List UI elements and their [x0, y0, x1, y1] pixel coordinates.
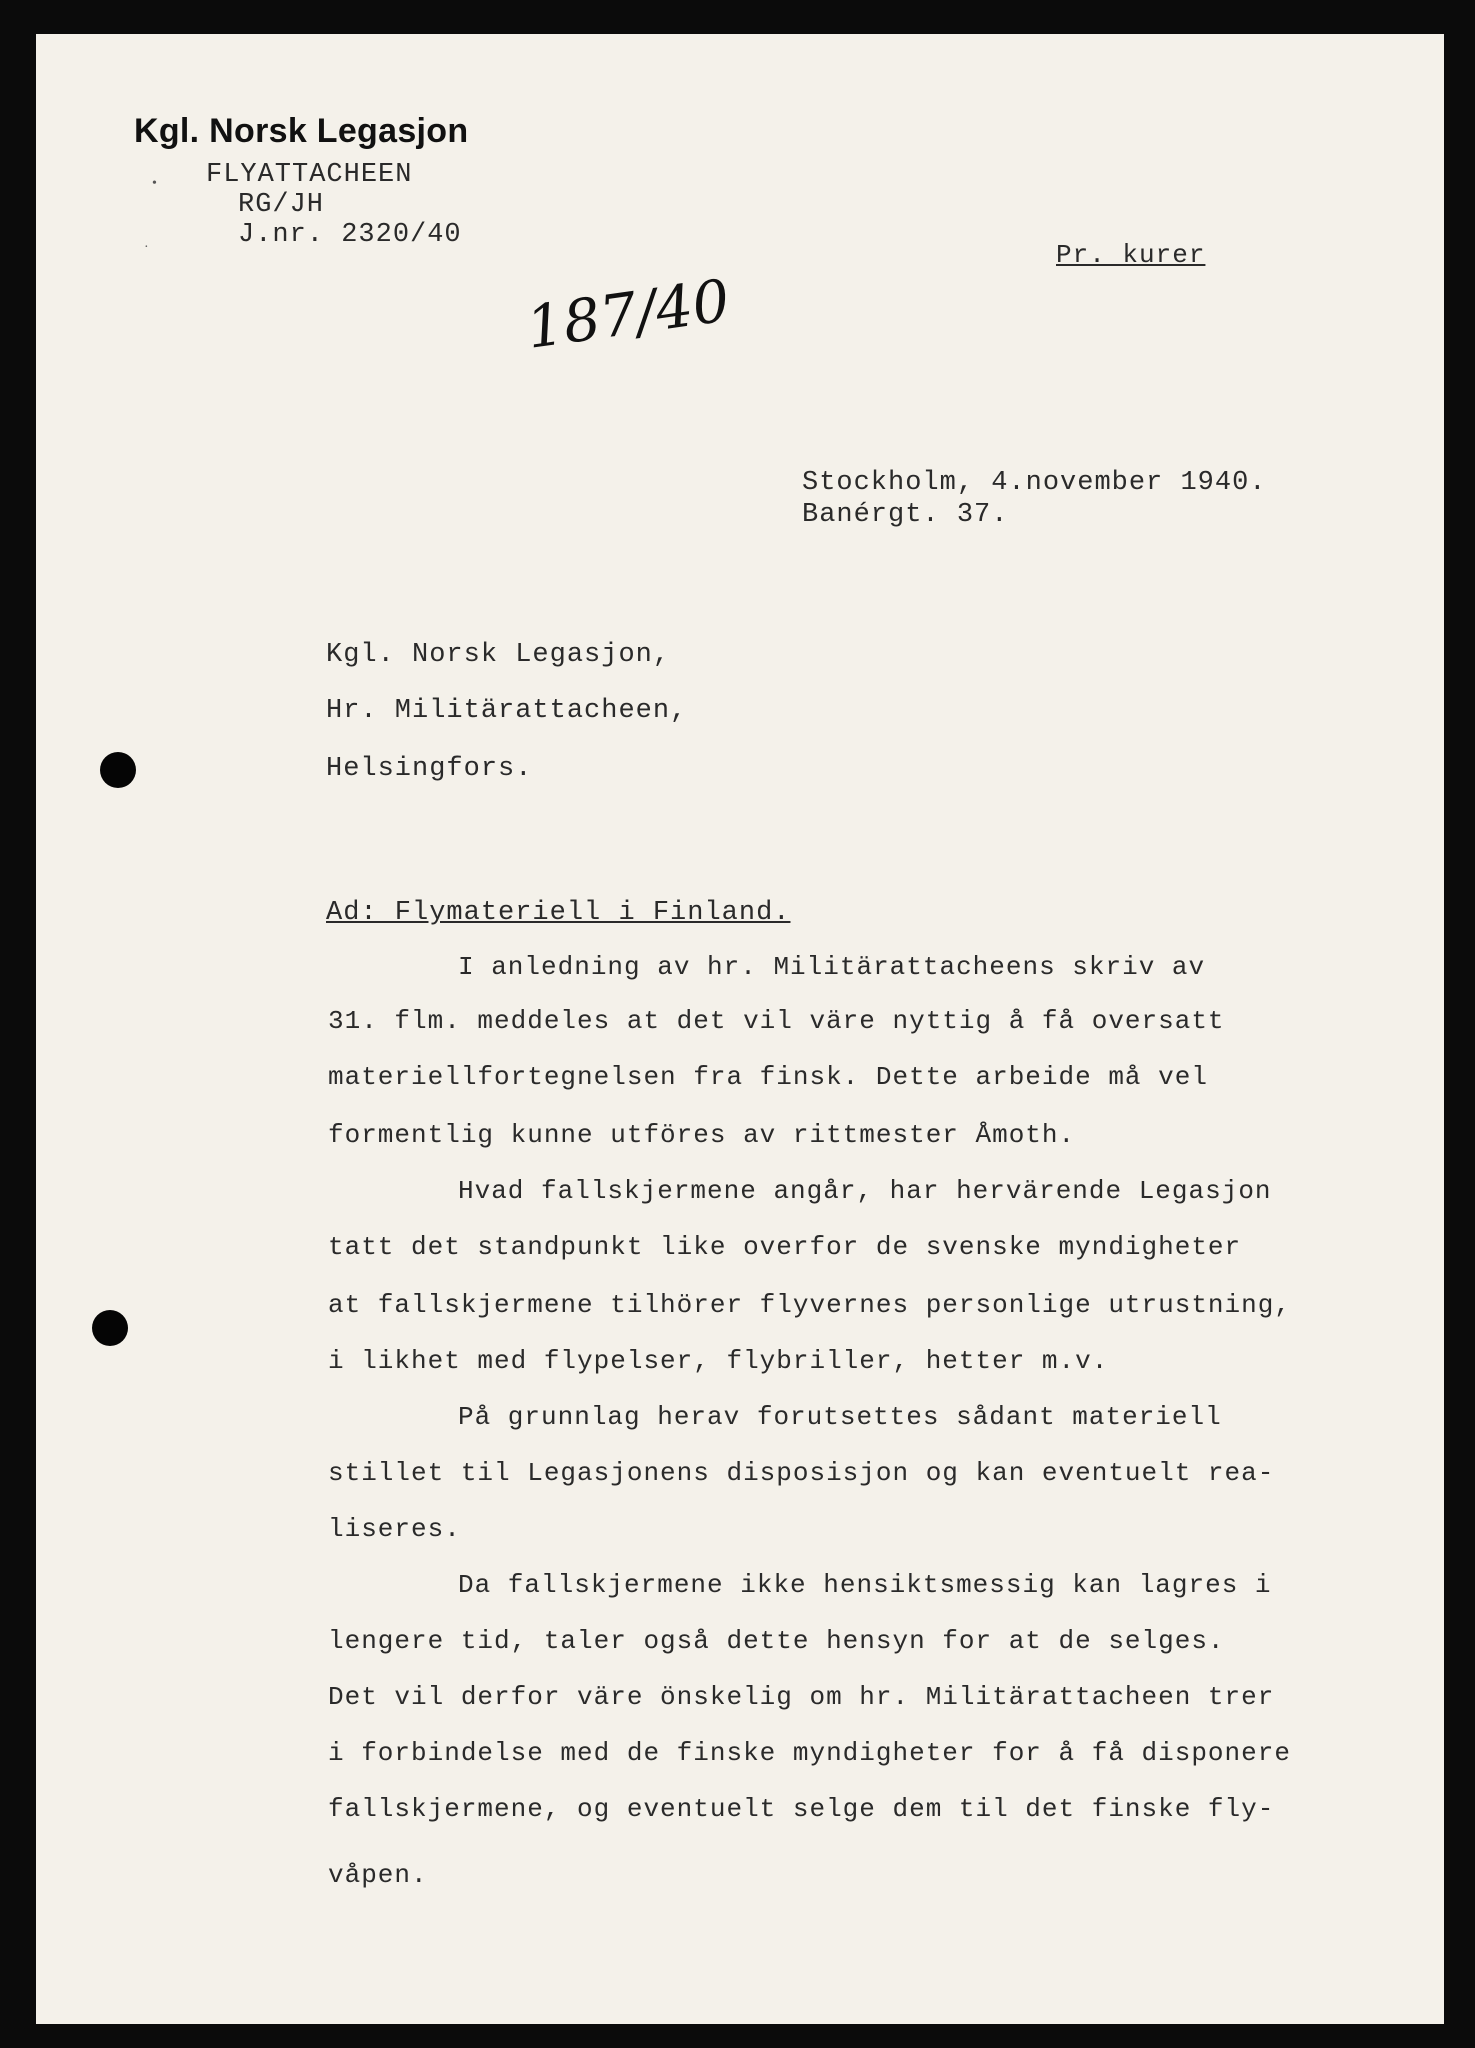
- punch-hole: [92, 1310, 128, 1346]
- punch-hole: [100, 752, 136, 788]
- body-line: at fallskjermene tilhörer flyvernes personlige utrustning,: [328, 1290, 1291, 1320]
- addressee-line: Kgl. Norsk Legasjon,: [326, 640, 671, 670]
- body-line: 31. flm. meddeles at det vil väre nyttig å få oversatt: [328, 1006, 1225, 1036]
- street-address: Banérgt. 37.: [802, 500, 1009, 530]
- body-line: Da fallskjermene ikke hensiktsmessig kan lagres i: [458, 1570, 1272, 1600]
- reference-initials: RG/JH: [238, 190, 325, 220]
- letterhead: Kgl. Norsk Legasjon: [134, 112, 469, 150]
- body-line: lengere tid, taler også dette hensyn for at de selges.: [328, 1626, 1225, 1656]
- body-line: i forbindelse med de finske myndigheter for å få disponere: [328, 1738, 1291, 1768]
- handwritten-number: 187/40: [522, 266, 734, 362]
- delivery-note: Pr. kurer: [1056, 240, 1206, 270]
- body-line: i likhet med flypelser, flybriller, hetter m.v.: [328, 1346, 1109, 1376]
- mark-dot: •: [152, 176, 157, 191]
- reference-journal-number: J.nr. 2320/40: [238, 220, 462, 250]
- body-line: formentlig kunne utföres av rittmester Åmoth.: [328, 1120, 1076, 1150]
- reference-department: FLYATTACHEEN: [206, 160, 413, 190]
- mark-dot: ·: [144, 240, 149, 255]
- body-line: stillet til Legasjonens disposisjon og kan eventuelt rea-: [328, 1458, 1275, 1488]
- body-line: materiellfortegnelsen fra finsk. Dette arbeide må vel: [328, 1062, 1208, 1092]
- subject-line: Ad: Flymateriell i Finland.: [326, 898, 791, 928]
- body-line: tatt det standpunkt like overfor de svenske myndigheter: [328, 1232, 1242, 1262]
- body-line: liseres.: [328, 1514, 461, 1544]
- place-date: Stockholm, 4.november 1940.: [802, 468, 1267, 498]
- body-line: I anledning av hr. Militärattacheens skriv av: [458, 952, 1206, 982]
- body-line: våpen.: [328, 1860, 428, 1890]
- body-line: Det vil derfor väre önskelig om hr. Militärattacheen trer: [328, 1682, 1275, 1712]
- body-line: Hvad fallskjermene angår, har hervärende Legasjon: [458, 1176, 1272, 1206]
- body-line: fallskjermene, og eventuelt selge dem til det finske fly-: [328, 1794, 1275, 1824]
- body-line: På grunnlag herav forutsettes sådant materiell: [458, 1402, 1222, 1432]
- addressee-line: Hr. Militärattacheen,: [326, 696, 688, 726]
- addressee-line: Helsingfors.: [326, 754, 533, 784]
- letter-page: [36, 34, 1444, 2024]
